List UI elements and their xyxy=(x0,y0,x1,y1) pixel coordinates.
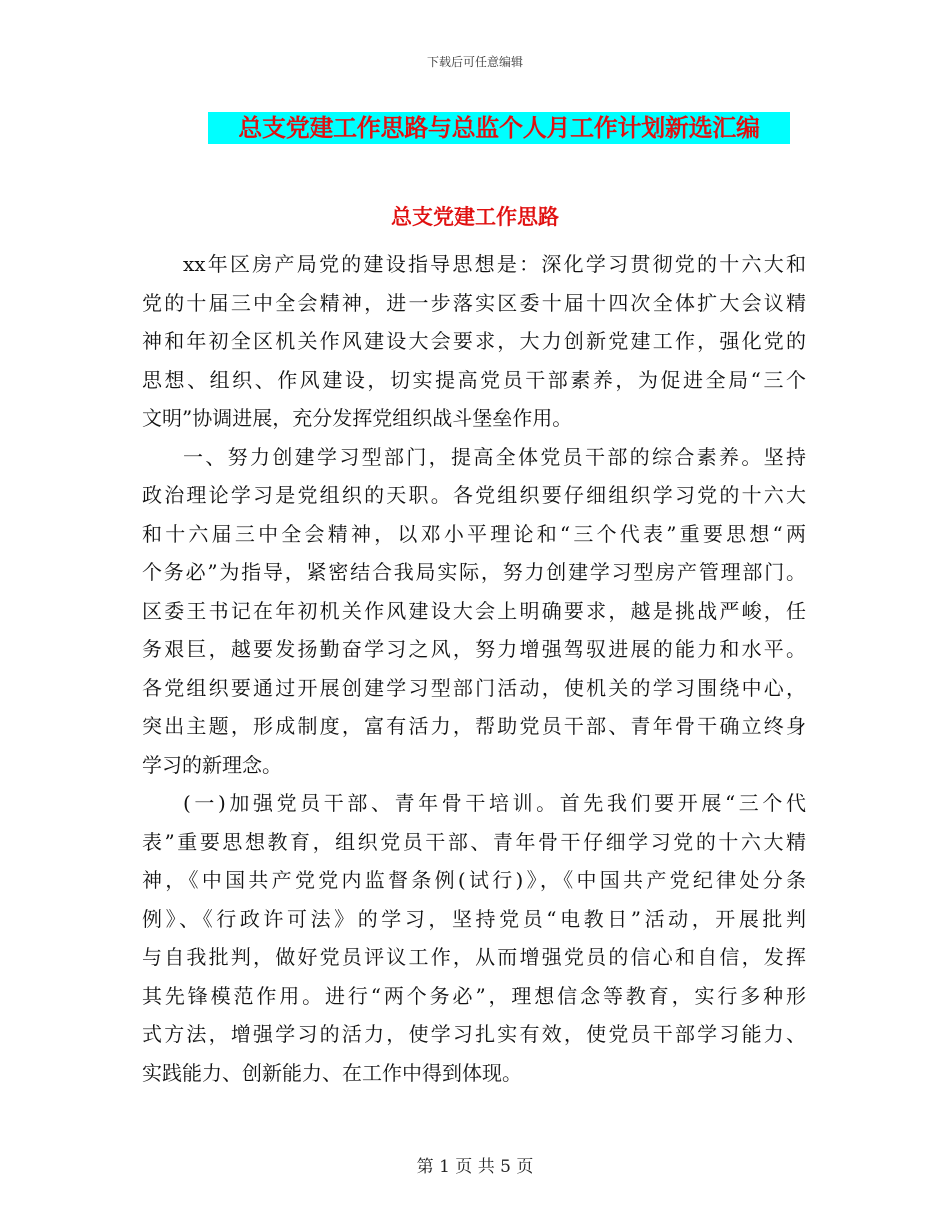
body-line: 实践能力、创新能力、在工作中得到体现。 xyxy=(142,1060,522,1085)
body-line: 政治理论学习是党组织的天职。各党组织要仔细组织学习党的十六大 xyxy=(142,483,806,507)
body-line: 神，《中国共产党党内监督条例(试行)》，《中国共产党纪律处分条 xyxy=(142,868,806,892)
body-line: 突出主题，形成制度，富有活力，帮助党员干部、青年骨干确立终身 xyxy=(142,714,806,738)
body-line: 思想、组织、作风建设，切实提高党员干部素养，为促进全局“三个 xyxy=(142,367,806,392)
body-line: 一、努力创建学习型部门，提高全体党员干部的综合素养。坚持 xyxy=(183,444,806,469)
section-title: 总支党建工作思路 xyxy=(391,205,559,229)
body-line: 和十六届三中全会精神，以邓小平理论和“三个代表”重要思想“两 xyxy=(142,521,806,546)
body-line: 其先锋模范作用。进行“两个务必”，理想信念等教育，实行多种形 xyxy=(142,983,806,1008)
body-line: 神和年初全区机关作风建设大会要求，大力创新党建工作，强化党的 xyxy=(142,329,806,353)
body-line: 党的十届三中全会精神，进一步落实区委十届十四次全体扩大会议精 xyxy=(142,290,806,315)
body-line: xx年区房产局党的建设指导思想是：深化学习贯彻党的十六大和 xyxy=(183,252,806,276)
body-line: (一)加强党员干部、青年骨干培训。首先我们要开展“三个代 xyxy=(183,791,806,815)
header-note: 下载后可任意编辑 xyxy=(426,55,523,69)
body-line: 例》、《行政许可法》的学习，坚持党员“电教日”活动，开展批判 xyxy=(142,906,806,931)
document-title: 总支党建工作思路与总监个人月工作计划新选汇编 xyxy=(238,114,760,142)
body-line: 与自我批判，做好党员评议工作，从而增强党员的信心和自信，发挥 xyxy=(142,945,806,969)
body-line: 各党组织要通过开展创建学习型部门活动，使机关的学习围绕中心， xyxy=(142,675,806,700)
body-line: 学习的新理念。 xyxy=(142,752,282,777)
document-body xyxy=(142,245,806,1092)
title-highlight xyxy=(208,112,790,144)
body-line: 式方法，增强学习的活力，使学习扎实有效，使党员干部学习能力、 xyxy=(142,1022,806,1046)
body-line: 个务必”为指导，紧密结合我局实际，努力创建学习型房产管理部门。 xyxy=(142,560,806,584)
body-line: 表”重要思想教育，组织党员干部、青年骨干仔细学习党的十六大精 xyxy=(142,829,806,854)
body-line: 文明”协调进展，充分发挥党组织战斗堡垒作用。 xyxy=(142,406,573,430)
page-footer: 第 1 页 共 5 页 xyxy=(416,1157,534,1177)
body-line: 务艰巨，越要发扬勤奋学习之风，努力增强驾驭进展的能力和水平。 xyxy=(142,637,806,661)
body-line: 区委王书记在年初机关作风建设大会上明确要求，越是挑战严峻，任 xyxy=(142,598,806,623)
